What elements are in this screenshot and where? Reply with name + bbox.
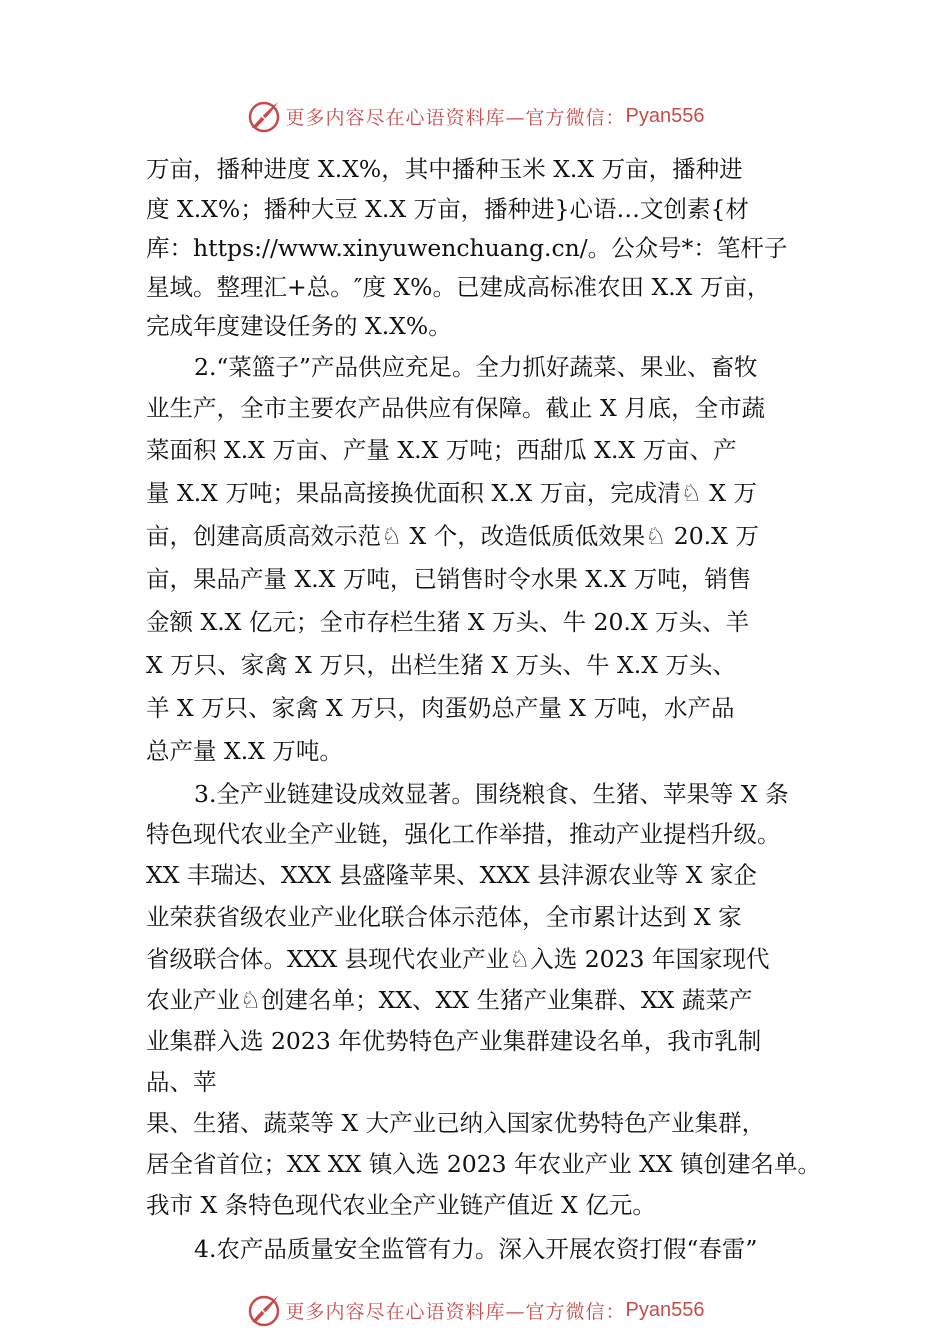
paragraph-heading: 2.“菜篮子”产品供应充足。全力抓好蔬菜、果业、畜牧 [194,353,758,381]
text-line: 度 X.X%；播种大豆 X.X 万亩，播种进}心语…文创素{材 [146,195,750,223]
text-line: 业荣获省级农业产业化联合体示范体，全市累计达到 X 家 [146,903,742,931]
wechat-id: Pyan556 [625,1298,705,1321]
paragraph-heading: 3.全产业链建设成效显著。围绕粮食、生猪、苹果等 X 条 [194,780,789,808]
text-line: 星域。整理汇+总。″度 X%。已建成高标准农田 X.X 万亩， [146,273,771,301]
pen-logo-icon [246,1292,282,1328]
text-line: 居全省首位；XX XX 镇入选 2023 年农业产业 XX 镇创建名单。 [146,1150,822,1178]
watermark-banner-bottom [0,1290,950,1330]
text-line: 果、生猪、蔬菜等 X 大产业已纳入国家优势特色产业集群， [146,1109,766,1137]
text-line: 亩，创建高质高效示范♘ X 个，改造低质低效果♘ 20.X 万 [146,522,759,550]
text-line: 特色现代农业全产业链，强化工作举措，推动产业提档升级。 [146,820,781,848]
watermark-banner-top [0,96,950,136]
text-line: 完成年度建设任务的 X.X%。 [146,312,452,340]
text-line: 省级联合体。XXX 县现代农业产业♘入选 2023 年国家现代 [146,945,770,973]
watermark-text: 更多内容尽在心语资料库—官方微信： [285,106,626,129]
text-line: 农业产业♘创建名单；XX、XX 生猪产业集群、XX 蔬菜产 [146,986,753,1014]
text-line: 羊 X 万只、家禽 X 万只，肉蛋奶总产量 X 万吨，水产品 [146,694,735,722]
text-line: X 万只、家禽 X 万只，出栏生猪 X 万头、牛 X.X 万头、 [146,651,736,679]
text-line: 亩，果品产量 X.X 万吨，已销售时令水果 X.X 万吨，销售 [146,565,752,593]
text-line: 万亩，播种进度 X.X%，其中播种玉米 X.X 万亩，播种进 [146,155,743,183]
pen-logo-icon [246,98,282,134]
text-line: XX 丰瑞达、XXX 县盛隆苹果、XXX 县沣源农业等 X 家企 [146,861,757,889]
text-line: 我市 X 条特色现代农业全产业链产值近 X 亿元。 [146,1191,656,1219]
text-line: 库：https://www.xinyuwenchuang.cn/。公众号*：笔杆子 [146,234,788,262]
text-line: 量 X.X 万吨；果品高接换优面积 X.X 万亩，完成清♘ X 万 [146,479,757,507]
paragraph-heading: 4.农产品质量安全监管有力。深入开展农资打假“春雷” [194,1235,758,1263]
text-line: 菜面积 X.X 万亩、产量 X.X 万吨；西甜瓜 X.X 万亩、产 [146,436,737,464]
text-line: 金额 X.X 亿元；全市存栏生猪 X 万头、牛 20.X 万头、羊 [146,608,750,636]
text-line: 业生产，全市主要农产品供应有保障。截止 X 月底，全市蔬 [146,394,766,422]
text-line: 总产量 X.X 万吨。 [146,737,343,765]
text-line: 业集群入选 2023 年优势特色产业集群建设名单，我市乳制 [146,1027,762,1055]
text-line: 品、苹 [146,1068,217,1096]
wechat-id: Pyan556 [625,104,705,127]
watermark-text: 更多内容尽在心语资料库—官方微信： [285,1300,626,1323]
